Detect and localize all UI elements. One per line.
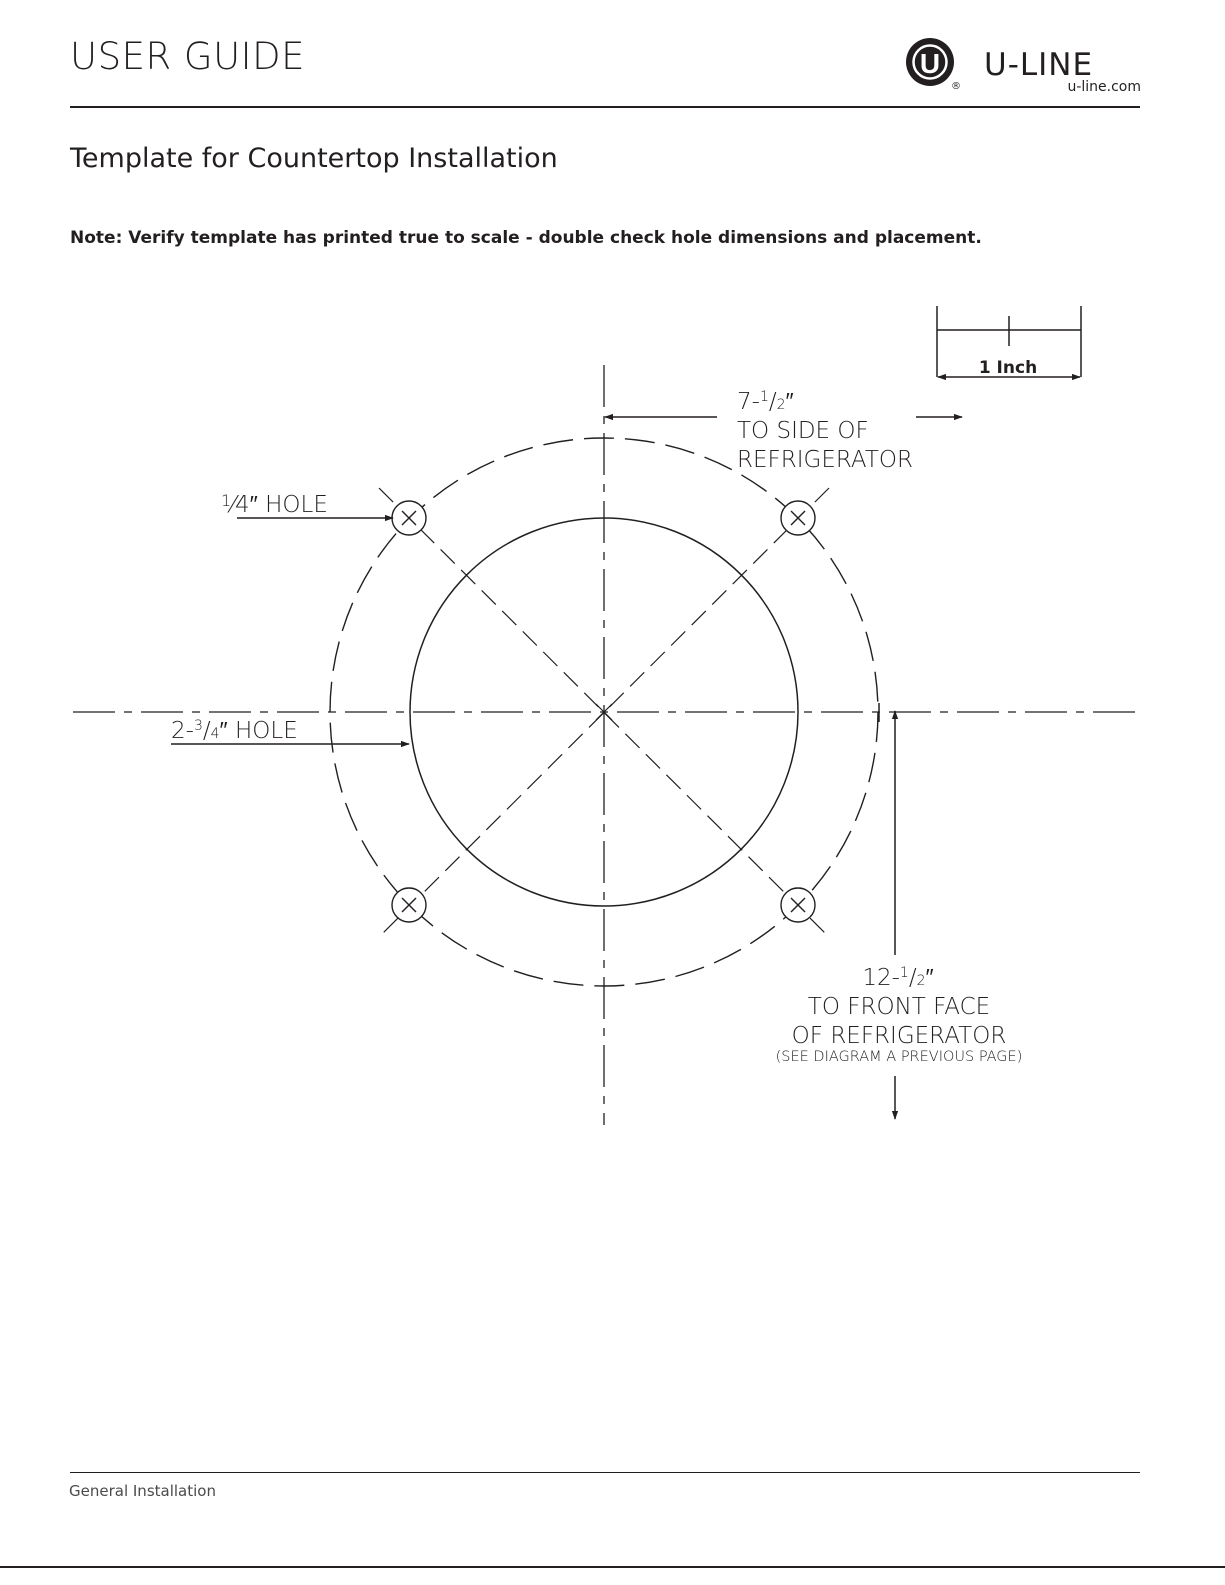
front-dimension-line1: TO FRONT FACE bbox=[807, 994, 991, 1020]
fraction-slash: ⁄ bbox=[231, 492, 236, 518]
logo-mark: U bbox=[919, 48, 941, 79]
large-hole-label: 2-$^3$/4″ HOLE bbox=[171, 718, 298, 744]
front-dimension-line2: OF REFRIGERATOR bbox=[791, 1023, 1007, 1049]
footer-rule bbox=[70, 1472, 1140, 1473]
side-dimension-line2: REFRIGERATOR bbox=[737, 447, 913, 473]
front-dimension-line3: (SEE DIAGRAM A PREVIOUS PAGE) bbox=[775, 1049, 1023, 1065]
mounting-hole-top-right bbox=[781, 501, 815, 535]
document-title: USER GUIDE bbox=[70, 35, 305, 78]
brand-url: u-line.com bbox=[1067, 79, 1141, 95]
side-dimension-line1: TO SIDE OF bbox=[737, 418, 869, 444]
registered-mark: ® bbox=[951, 81, 961, 92]
mounting-hole-bottom-left bbox=[392, 888, 426, 922]
small-hole-label: $^1$⁄4″ HOLE bbox=[221, 491, 328, 518]
mounting-hole-top-left bbox=[392, 501, 426, 535]
brand-name: U-LINE bbox=[984, 47, 1094, 83]
mounting-hole-bottom-right bbox=[781, 888, 815, 922]
fraction-slash: / bbox=[202, 718, 211, 744]
fraction-slash: / bbox=[908, 965, 917, 991]
side-dimension-value: 7-$^1$/2″ bbox=[737, 389, 794, 415]
scale-note: Note: Verify template has printed true to scale - double check hole dimensions and placement. bbox=[70, 228, 982, 248]
section-title: Template for Countertop Installation bbox=[70, 143, 558, 174]
front-dimension-value: 12-$^1$/2″ bbox=[862, 965, 934, 991]
scale-bar-label: 1 Inch bbox=[978, 358, 1038, 378]
page-edge-rule bbox=[0, 1566, 1225, 1568]
fraction-slash: / bbox=[768, 389, 777, 415]
footer-section-label: General Installation bbox=[69, 1482, 216, 1500]
